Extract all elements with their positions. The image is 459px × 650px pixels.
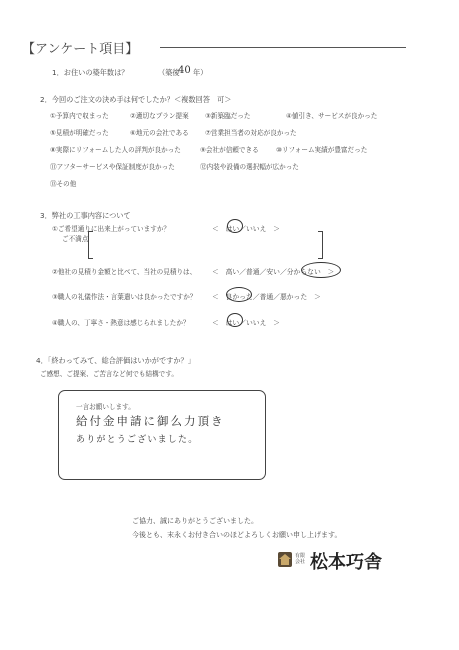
q2-label: 2．今回のご注文の決め手は何でしたか？＜複数回答 可＞: [40, 95, 232, 104]
q1-years-value: 40: [178, 65, 191, 76]
footer-thanks: ご協力、誠にありがとうございました。: [132, 517, 258, 525]
q3-item-2-answer: ＜ 高い／普通／安い／分からない ＞: [212, 268, 335, 276]
complaint-bracket-right: [318, 231, 323, 259]
complaint-bracket-left: [88, 231, 93, 259]
q3-item-1-circle-mark: [227, 219, 243, 233]
q3-item-3-circle-mark: [226, 287, 252, 302]
comment-box-label: 一言お願いします。: [76, 403, 135, 411]
q3-item-4-circle-mark: [227, 313, 243, 327]
q2-option-1: ①予算内で収まった: [50, 112, 109, 120]
q3-item-3-answer: ＜ 良かった／普通／悪かった ＞: [212, 293, 321, 301]
company-logo-name: 松本巧舎: [310, 552, 382, 573]
q3-item-2-label: ②他社の見積り金額と比べて、当社の見積りは、: [52, 268, 197, 276]
q2-option-12: ⑫内装や設備の選択幅が広かった: [200, 163, 299, 171]
q1-label: 1．お住いの築年数は？: [52, 68, 129, 77]
q3-item-1-label: ①ご希望通りに出来上がっていますか？: [52, 225, 171, 233]
q2-option-3: ③新築臨だった: [205, 112, 251, 120]
title-rule: [160, 47, 406, 48]
q2-option-13: ⑬その他: [50, 180, 77, 188]
survey-title: 【アンケート項目】: [22, 42, 139, 57]
q2-option-7: ⑦営業担当者の対応が良かった: [205, 129, 297, 137]
q1-suffix: 年）: [193, 68, 208, 77]
q4-subtext: ご感想、ご提案、ご苦言など何でも結構です。: [40, 370, 178, 378]
footer-closing: 今後とも、末永くお付き合いのほどよろしくお願い申し上げます。: [132, 531, 342, 539]
q3-item-2-circle-mark: [301, 262, 341, 278]
q2-option-5: ⑤見積が明確だった: [50, 129, 109, 137]
q3-item-3-label: ③職人の礼儀作法・言葉遣いは良かったですか？: [52, 293, 197, 301]
handwritten-comment-line-1: 給付金申請に御么力頂き: [76, 414, 225, 428]
q2-option-10: ⑩リフォーム実績が豊富だった: [276, 146, 368, 154]
q4-label: 4．「終わってみて、総合評価はいかがですか？」: [36, 356, 195, 365]
q3-item-4-answer: ＜ はい／いいえ ＞: [212, 319, 280, 327]
house-icon: [278, 552, 292, 567]
handwritten-comment-line-2: ありがとうございました。: [76, 435, 199, 445]
company-logo-icon: [278, 552, 292, 567]
q2-option-8: ⑧実際にリフォームした人の評判が良かった: [50, 146, 181, 154]
complaint-label: ご不満点: [62, 235, 89, 243]
q3-item-1-answer: ＜ はい／いいえ ＞: [212, 225, 280, 233]
q2-option-9: ⑨会社が信頼できる: [200, 146, 259, 154]
q1-prefix: （築後: [158, 68, 180, 77]
company-type-label: 有限会社: [295, 553, 306, 565]
q3-item-4-label: ④職人の、丁寧さ・熱意は感じられましたか？: [52, 319, 190, 327]
q3-label: 3．弊社の工事内容について: [40, 211, 131, 220]
q2-option-6: ⑥地元の会社である: [130, 129, 189, 137]
q2-option-4: ④値引き、サービスが良かった: [286, 112, 378, 120]
q2-option-2: ②適切なプラン提案: [130, 112, 189, 120]
q2-option-11: ⑪アフターサービスや保証制度が良かった: [50, 163, 175, 171]
